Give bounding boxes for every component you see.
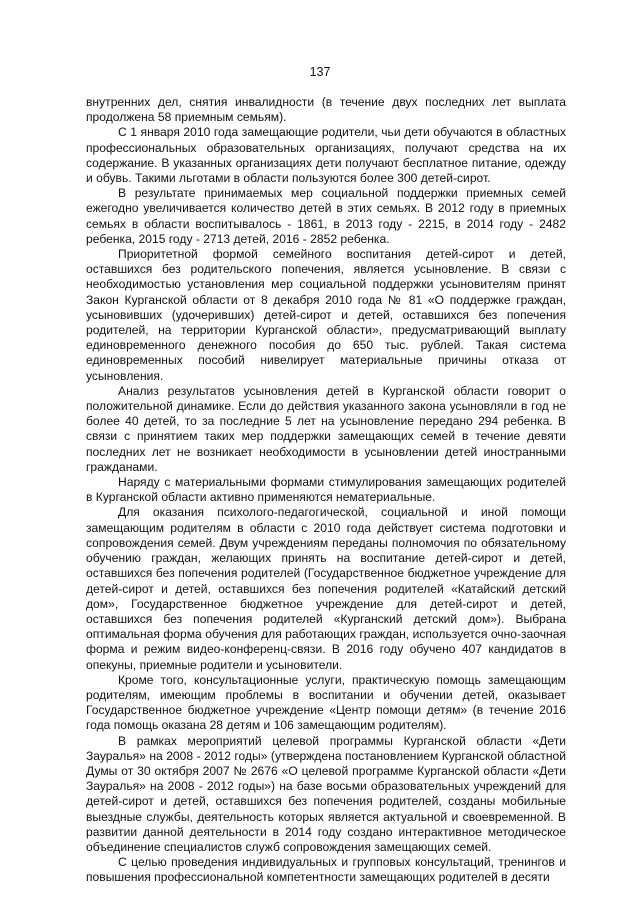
paragraph-1: внутренних дел, снятия инвалидности (в течение двух последних лет выплата продолжена 58 приемным семьям). [86,95,566,125]
paragraph-6: Наряду с материальными формами стимулирования замещающих родителей в Курганской области активно применяются нематериальные. [86,475,566,505]
paragraph-10: С целью проведения индивидуальных и групповых консультаций, тренингов и повышения профессиональной компетентности замещающих родителей в десяти [86,855,566,885]
paragraph-3: В результате принимаемых мер социальной поддержки приемных семей ежегодно увеличивается количество детей в этих семьях. В 2012 году в приемных семьях в области воспитывалось - 1861, в 2013 году - 2215, в 2014 году - 2482 ребенка, 2015 году - 2713 детей, 2016 - 2852 ребенка. [86,186,566,246]
paragraph-7: Для оказания психолого-педагогической, социальной и иной помощи замещающим родителям в области с 2010 года действует система подготовки и сопровождения семей. Двум учреждениям переданы полномочия по обязательному обучению граждан, желающих принять на воспитание детей-сирот и детей, оставшихся без попечения родителей (Государственное бюджетное учреждение для детей-сирот и детей, оставшихся без попечения родителей «Катайский детский дом», Государственное бюджетное учреждение для детей-сирот и детей, оставшихся без попечения родителей «Курганский детский дом»). Выбрана оптимальная форма обучения для работающих граждан, используется очно-заочная форма и режим видео-конференц-связи. В 2016 году обучено 407 кандидатов в опекуны, приемные родители и усыновители. [86,505,566,672]
paragraph-5: Анализ результатов усыновления детей в Курганской области говорит о положительной динамике. Если до действия указанного закона усыновляли в год не более 40 детей, то за последние 5 лет на усыновление передано 294 ребенка. В связи с принятием таких мер поддержки замещающих семей в течение девяти последних лет не возникает необходимости в усыновлении детей иностранными гражданами. [86,383,566,474]
paragraph-4: Приоритетной формой семейного воспитания детей-сирот и детей, оставшихся без родительского попечения, является усыновление. В связи с необходимостью установления мер социальной поддержки усыновителям принят Закон Курганской области от 8 декабря 2010 года № 81 «О поддержке граждан, усыновивших (удочеривших) детей-сирот и детей, оставшихся без попечения родителей, на территории Курганской области», предусматривающий выплату единовременного денежного пособия до 650 тыс. рублей. Такая система единовременных пособий нивелирует материальные причины отказа от усыновления. [86,247,566,383]
paragraph-2: С 1 января 2010 года замещающие родители, чьи дети обучаются в областных профессиональных образовательных организациях, получают средства на их содержание. В указанных организациях дети получают бесплатное питание, одежду и обувь. Такими льготами в области пользуются более 300 детей-сирот. [86,125,566,186]
body-text [86,95,566,886]
paragraph-8: Кроме того, консультационные услуги, практическую помощь замещающим родителям, имеющим проблемы в воспитании и обучении детей, оказывает Государственное бюджетное учреждение «Центр помощи детям» (в течение 2016 года помощь оказана 28 детям и 106 замещающим родителям). [86,672,566,733]
paragraph-9: В рамках мероприятий целевой программы Курганской области «Дети Зауралья» на 2008 - 2012 годы» (утверждена постановлением Курганской областной Думы от 30 октября 2007 № 2676 «О целевой программе Курганской области «Дети Зауралья» на 2008 - 2012 годы») на базе восьми образовательных учреждений для детей-сирот и детей, оставшихся без попечения родителей, созданы мобильные выездные службы, деятельность которых является актуальной и своевременной. В развитии данной деятельности в 2014 году создано интерактивное методическое объединение специалистов служб сопровождения замещающих семей. [86,733,566,854]
page-number: 137 [309,65,331,79]
